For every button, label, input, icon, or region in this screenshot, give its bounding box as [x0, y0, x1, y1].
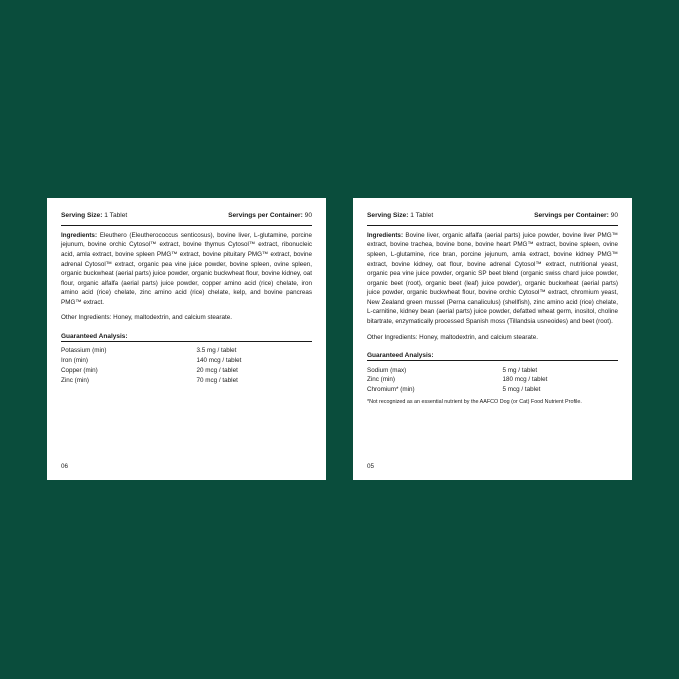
table-row [61, 376, 312, 386]
ga-nutrient-value: 20 mcg / tablet [196, 366, 238, 374]
table-row [61, 366, 312, 376]
ingredients-label-left: Ingredients: [61, 231, 98, 239]
servings-per-container-label-right: Servings per Container: [534, 212, 609, 219]
ga-nutrient-name: Zinc (min) [367, 376, 395, 384]
ga-nutrient-value: 180 mcg / tablet [502, 376, 548, 384]
ga-nutrient-value: 5 mcg / tablet [502, 385, 541, 393]
guaranteed-analysis-title-left: Guaranteed Analysis: [61, 332, 128, 340]
ga-nutrient-value: 3.5 mg / tablet [196, 347, 237, 355]
other-ingredients-right: Other Ingredients: Honey, maltodextrin, and calcium stearate. [367, 333, 539, 341]
ingredients-paragraph-left [61, 231, 312, 308]
table-row [61, 357, 312, 367]
servings-per-container-left [228, 212, 312, 220]
ingredients-paragraph-right [367, 231, 618, 327]
serving-size-value-right: 1 Tablet [410, 212, 434, 219]
guaranteed-analysis-title-right: Guaranteed Analysis: [367, 351, 434, 359]
serving-size-label-left: Serving Size: [61, 212, 103, 219]
servings-per-container-right [534, 212, 618, 220]
divider-ga-left [61, 341, 312, 342]
ga-nutrient-value: 140 mcg / tablet [196, 357, 242, 365]
table-row [367, 376, 618, 386]
ingredients-text-left: Eleuthero (Eleutherococcus senticosus), bovine liver, L-glutamine, porcine jejunum, bovine orchic Cytosol™ extract, bovine thymus Cytosol™ extract, ribonucleic acid, amla extract, bovine spleen PMG™ extract, bovine pituitary PMG™ extract, bovine adrenal Cytosol™ extract, organic pea vine juice powder, bovine spleen, ovine spleen, organic buckwheat (aerial parts) juice powder, organic buckwheat flour, bovine kidney, oat flour, organic alfalfa (aerial parts) juice powder, copper amino acid (rice) chelate, iron amino acid (rice) chelate, zinc amino acid (rice) chelate, kelp, and bovine pancreas PMG™ extract. [61, 231, 313, 306]
divider-ga-right [367, 360, 618, 361]
divider-right [367, 225, 618, 226]
serving-size-left [61, 212, 127, 220]
guaranteed-analysis-table-left [61, 347, 312, 386]
ga-nutrient-name: Sodium (max) [367, 366, 407, 374]
guaranteed-analysis-table-right [367, 366, 618, 395]
serving-info-row-left [61, 212, 312, 225]
ga-nutrient-name: Iron (min) [61, 357, 88, 365]
ga-nutrient-name: Chromium* (min) [367, 385, 415, 393]
supplement-label-panel-right [353, 198, 632, 480]
table-row [61, 347, 312, 357]
ga-nutrient-name: Copper (min) [61, 366, 98, 374]
table-row [367, 366, 618, 376]
table-row [367, 385, 618, 395]
servings-per-container-value-left: 90 [304, 212, 312, 219]
ingredients-text-right: Bovine liver, organic alfalfa (aerial parts) juice powder, bovine liver PMG™ extract, bovine trachea, bovine bone, bovine heart PMG™ extract, bovine spleen, ovine spleen, L-glutamine, rice bran, porcine jejunum, amla extract, bovine kidney PMG™ extract, bovine kidney, oat flour, bovine adrenal Cytosol™ extract, nutritional yeast, organic pea vine juice powder, organic SP beet blend (organic swiss chard juice powder, organic beet (root), organic beet (leaf) juice powder), organic buckwheat (aerial parts) juice powder, organic buckwheat flour, bovine orchic Cytosol™ extract, chromium yeast, New Zealand green mussel (Perna canaliculus) (shellfish), zinc amino acid (rice) chelate, L-carnitine, kidney bean (aerial parts) juice powder, defatted wheat germ, inositol, choline bitartrate, enzymatically processed Spanish moss (Tillandsia usneoides) and beet (root). [367, 231, 618, 325]
servings-per-container-label-left: Servings per Container: [228, 212, 303, 219]
supplement-label-panel-left [47, 198, 326, 480]
footnote-right: *Not recognized as an essential nutrient by the AAFCO Dog (or Cat) Food Nutrient Profile. [367, 399, 582, 406]
servings-per-container-value-right: 90 [610, 212, 618, 219]
page-number-left: 06 [61, 463, 69, 470]
ga-nutrient-value: 70 mcg / tablet [196, 376, 238, 384]
ga-nutrient-name: Potassium (min) [61, 347, 107, 355]
divider-left [61, 225, 312, 226]
ingredients-label-right: Ingredients: [367, 231, 404, 239]
serving-info-row-right [367, 212, 618, 225]
ga-nutrient-value: 5 mg / tablet [502, 366, 538, 374]
page-number-right: 05 [367, 463, 375, 470]
serving-size-right [367, 212, 433, 220]
serving-size-label-right: Serving Size: [367, 212, 409, 219]
serving-size-value-left: 1 Tablet [104, 212, 128, 219]
ga-nutrient-name: Zinc (min) [61, 376, 89, 384]
other-ingredients-left: Other Ingredients: Honey, maltodextrin, and calcium stearate. [61, 314, 233, 322]
